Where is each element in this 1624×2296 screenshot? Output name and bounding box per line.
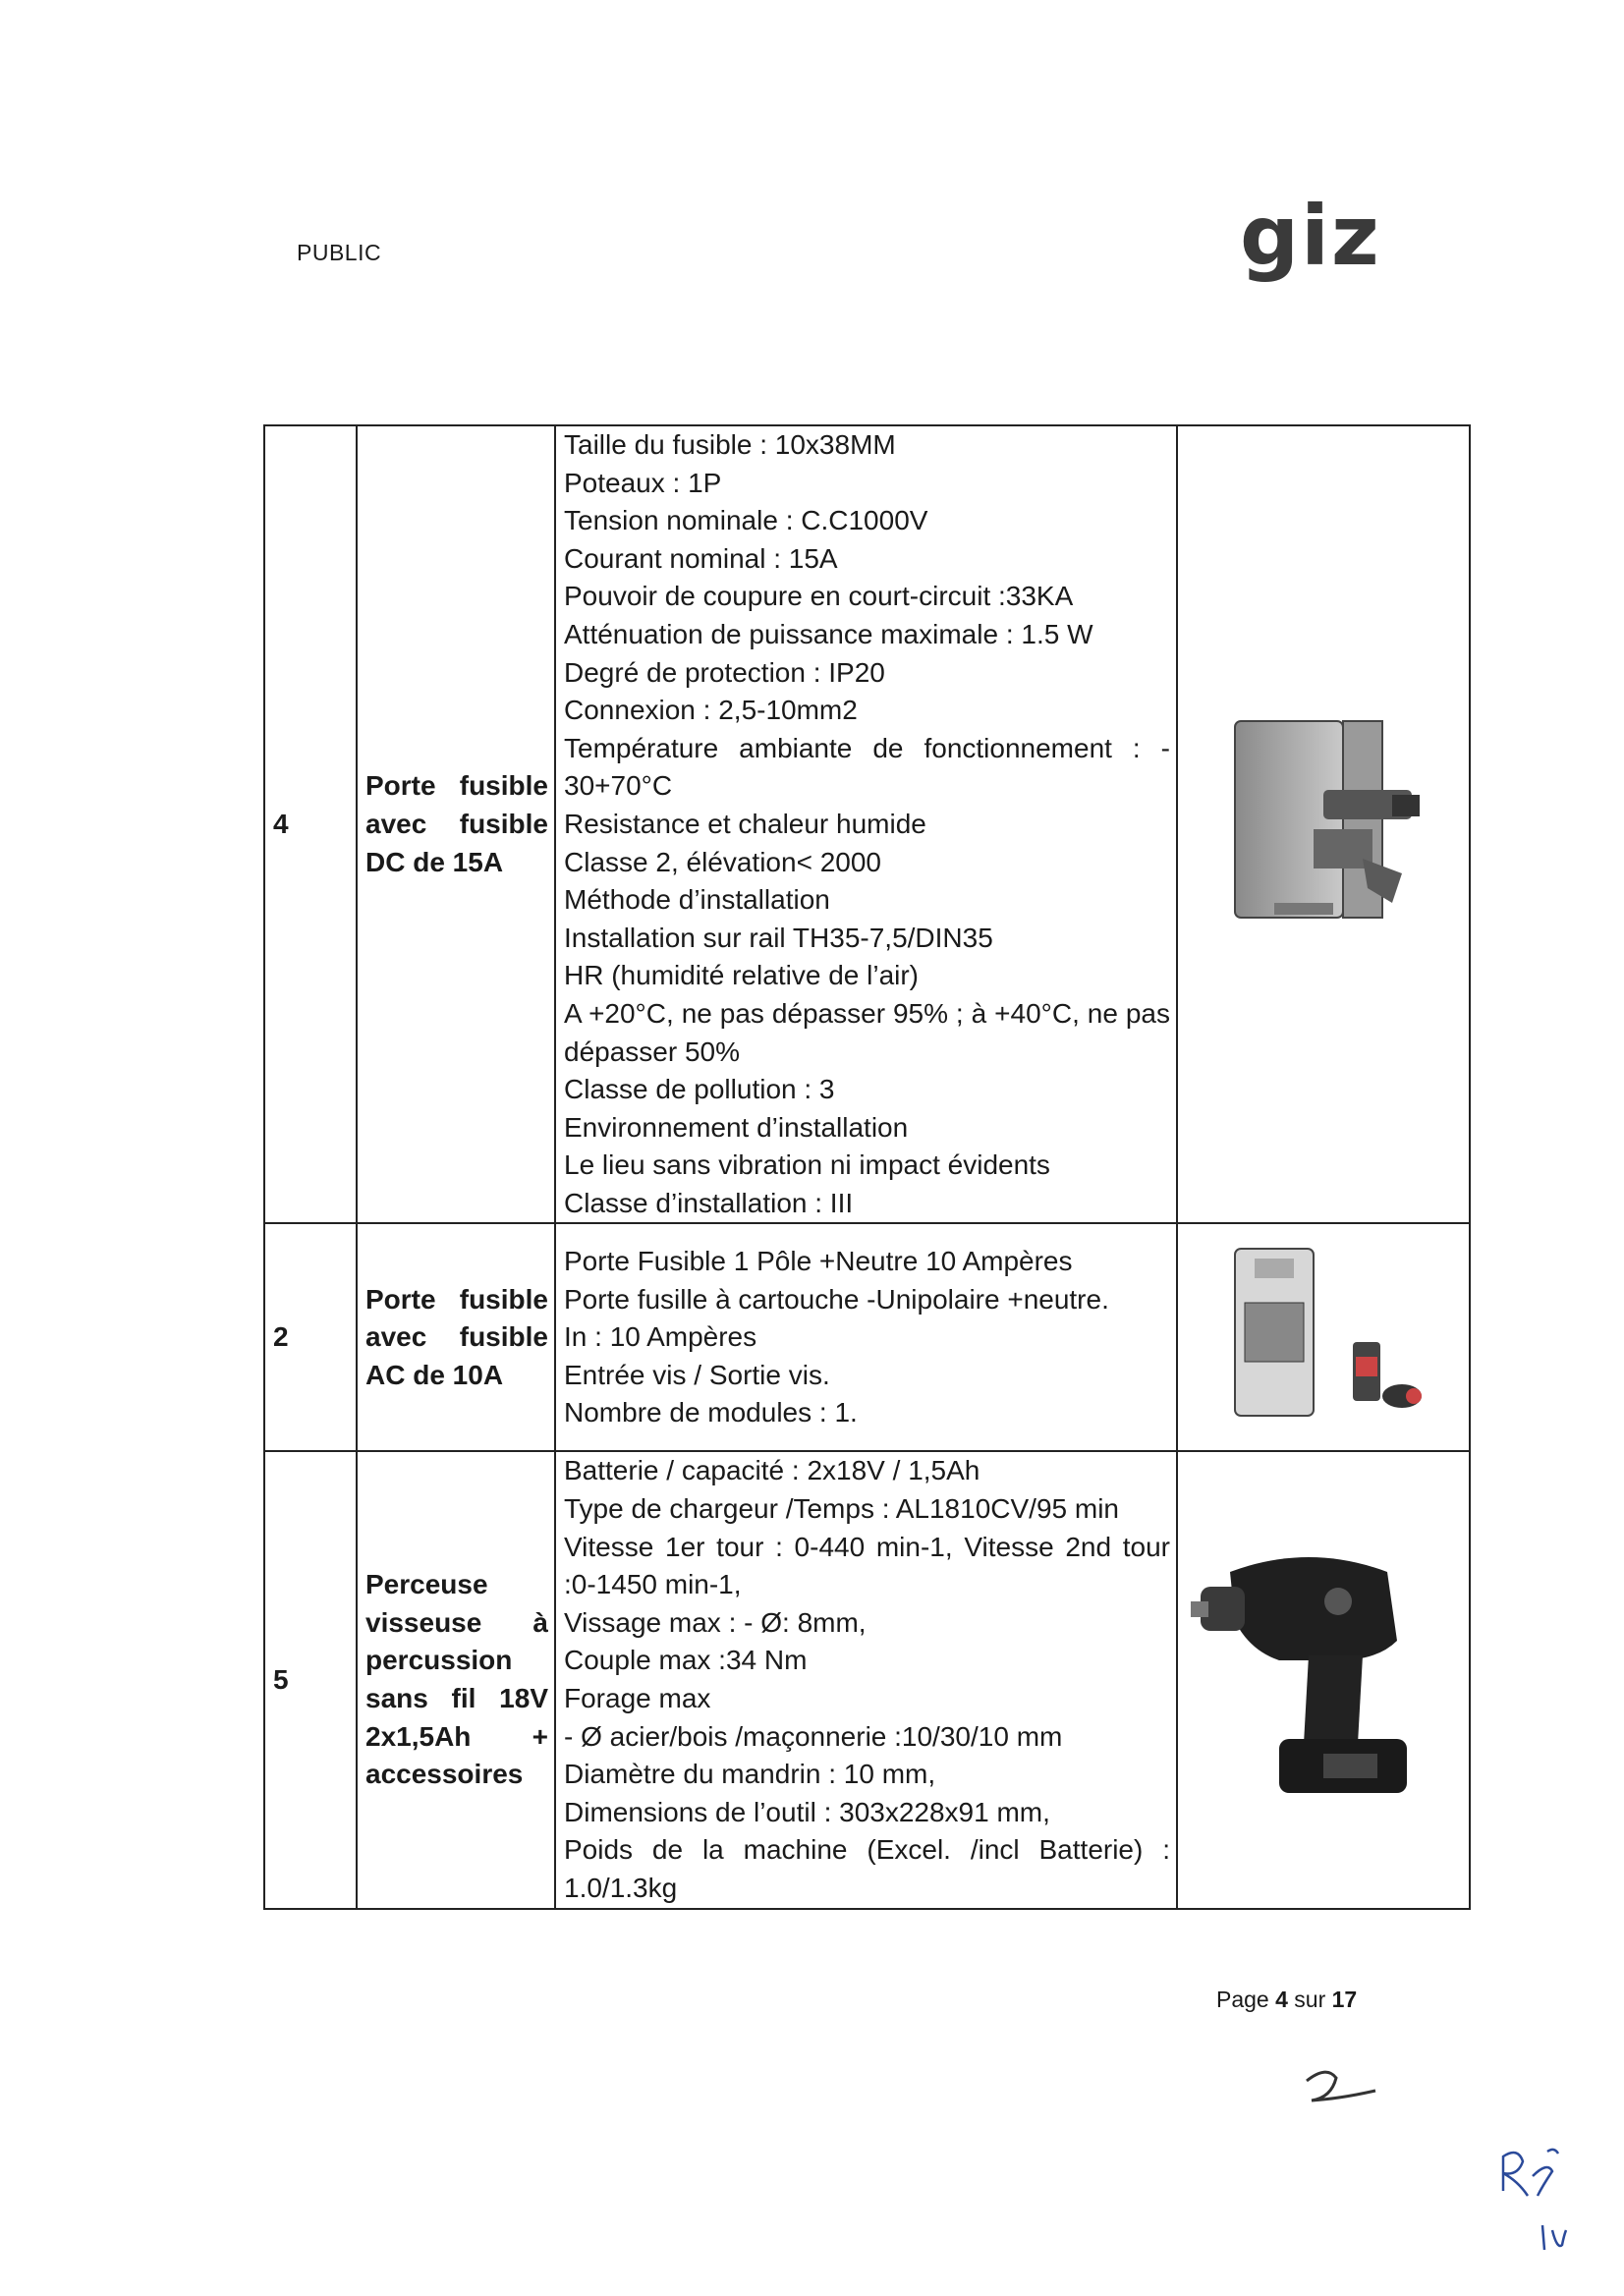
- item-specifications: Taille du fusible : 10x38MM Poteaux : 1P Tension nominale : C.C1000V Courant nominal : 15A Pouvoir de coupure en court-circuit :33KA Atténuation de puissance maximale : 1.5 W Degré de protection : IP20 Connexion : 2,5-10mm2 Température ambiante de fonctionnement : - 30+70°C Resistance et chaleur humide Classe 2, élévation< 2000 Méthode d’installation Installation sur rail TH35-7,5/DIN35 HR (humidité relative de l’air) A +20°C, ne pas dépasser 95% ; à +40°C, ne pas dépasser 50% Classe de pollution : 3 Environnement d’installation Le lieu sans vibration ni impact évidents Classe d’installation : III: [555, 425, 1177, 1223]
- item-specifications: Batterie / capacité : 2x18V / 1,5Ah Type de chargeur /Temps : AL1810CV/95 min Vitesse 1er tour : 0-440 min-1, Vitesse 2nd tour :0-1450 min-1, Vissage max : - Ø: 8mm, Couple max :34 Nm Forage max - Ø acier/bois /maçonnerie :10/30/10 mm Diamètre du mandrin : 10 mm, Dimensions de l’outil : 303x228x91 mm, Poids de la machine (Excel. /incl Batterie) : 1.0/1.3kg: [555, 1451, 1177, 1908]
- page-number: Page 4 sur 17: [1216, 1987, 1358, 2012]
- handwritten-mark: [1297, 2063, 1385, 2112]
- giz-logo: giz: [1240, 188, 1381, 284]
- ac-fuse-holder-icon: [1205, 1234, 1441, 1430]
- cordless-drill-icon: [1191, 1533, 1456, 1818]
- public-classification-label: PUBLIC: [297, 240, 382, 265]
- cordless-drill-image: [1177, 1451, 1470, 1908]
- dc-fuse-holder-icon: [1205, 701, 1441, 937]
- item-name: Porte fusible avec fusible AC de 10A: [357, 1223, 555, 1451]
- item-specifications: Porte Fusible 1 Pôle +Neutre 10 Ampères Porte fusille à cartouche -Unipolaire +neutre. In : 10 Ampères Entrée vis / Sortie vis. Nombre de modules : 1.: [555, 1223, 1177, 1451]
- product-spec-table: [263, 424, 1471, 1910]
- item-name: Perceuse visseuse à percussion sans fil 18V 2x1,5Ah + accessoires: [357, 1451, 555, 1908]
- dc-fuse-holder-image: [1177, 425, 1470, 1223]
- item-name: Porte fusible avec fusible DC de 15A: [357, 425, 555, 1223]
- item-quantity: 4: [264, 425, 357, 1223]
- ac-fuse-holder-image: [1177, 1223, 1470, 1451]
- table-row: [264, 1223, 1470, 1451]
- table-row: [264, 1451, 1470, 1908]
- item-quantity: 2: [264, 1223, 357, 1451]
- table-row: [264, 425, 1470, 1223]
- item-quantity: 5: [264, 1451, 357, 1908]
- handwritten-initials: [1493, 2142, 1592, 2269]
